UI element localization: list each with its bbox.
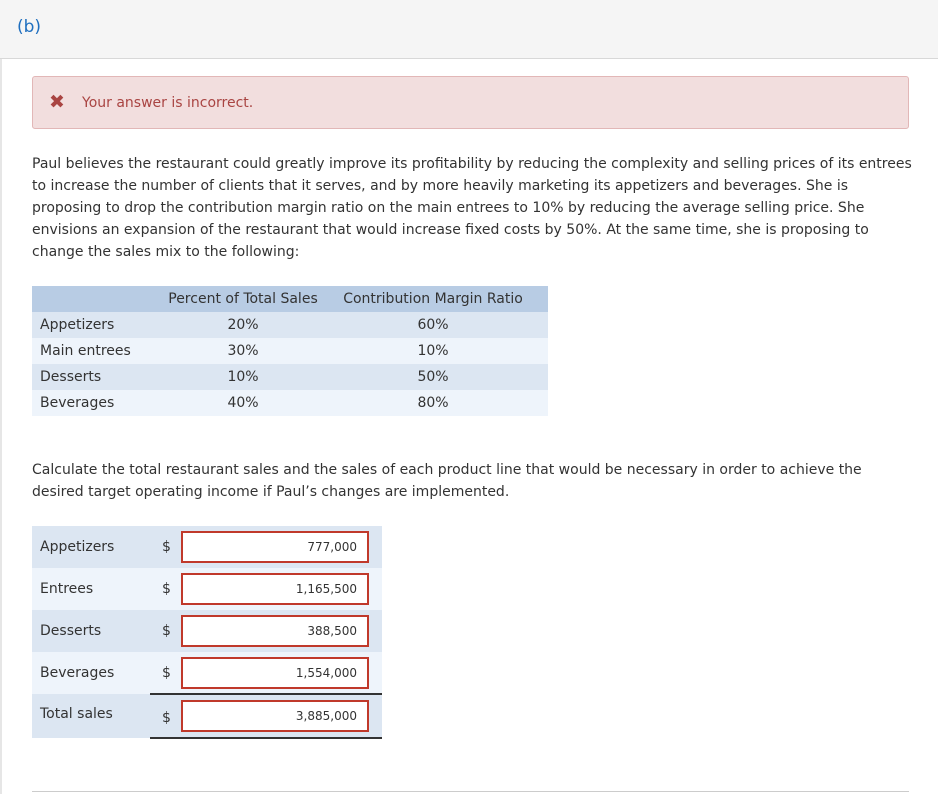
table-cell: 60% <box>318 312 548 338</box>
currency-symbol: $ <box>162 710 171 726</box>
table-header-row <box>32 286 548 312</box>
total-divider <box>150 693 382 695</box>
problem-intro: Paul believes the restaurant could greatly improve its profitability by reducing the complexity and selling prices of its entrees to increase the number of clients that it serves, and by more heavily marketing its appetizers and beverages. She is proposing to drop the contribution margin ratio on the main entrees to 10% by reducing the average selling price. She envisions an expansion of the restaurant that would increase fixed costs by 50%. At the same time, she is proposing to change the sales mix to the following: <box>32 156 912 260</box>
row-label: Entrees <box>40 581 94 597</box>
sales-row-total <box>32 694 382 738</box>
incorrect-alert <box>32 76 909 129</box>
part-label: (b) <box>17 17 42 37</box>
row-label: Desserts <box>40 623 102 639</box>
table-header: Contribution Margin Ratio <box>318 286 548 312</box>
table-cell: 40% <box>168 390 318 416</box>
entrees-sales-input[interactable] <box>181 573 369 605</box>
table-header: Percent of Total Sales <box>168 286 318 312</box>
table-row <box>32 390 548 416</box>
table-cell: 10% <box>318 338 548 364</box>
table-row <box>32 364 548 390</box>
table-cell: 50% <box>318 364 548 390</box>
row-label: Total sales <box>40 706 113 722</box>
currency-symbol: $ <box>162 665 171 681</box>
sales-row-desserts <box>32 610 382 652</box>
sales-row-entrees <box>32 568 382 610</box>
total-double-rule <box>150 737 382 739</box>
table-header <box>32 286 168 312</box>
sales-row-appetizers <box>32 526 382 568</box>
table-cell: 10% <box>168 364 318 390</box>
table-cell: 20% <box>168 312 318 338</box>
question-text: Calculate the total restaurant sales and the sales of each product line that would be necessary in order to achieve the desired target operating income if Paul’s changes are implemented. <box>32 462 862 500</box>
table-cell: Beverages <box>32 390 168 416</box>
appetizers-sales-input[interactable] <box>181 531 369 563</box>
table-cell: 80% <box>318 390 548 416</box>
currency-symbol: $ <box>162 623 171 639</box>
section-divider <box>32 791 909 792</box>
table-cell: Main entrees <box>32 338 168 364</box>
beverages-sales-input[interactable] <box>181 657 369 689</box>
left-border <box>0 59 2 794</box>
table-cell: Desserts <box>32 364 168 390</box>
alert-text: Your answer is incorrect. <box>82 95 254 111</box>
row-label: Beverages <box>40 665 115 681</box>
sales-answer-table <box>32 526 382 738</box>
table-cell: 30% <box>168 338 318 364</box>
sales-mix-table <box>32 286 548 416</box>
table-row <box>32 338 548 364</box>
table-row <box>32 312 548 338</box>
sales-row-beverages <box>32 652 382 694</box>
desserts-sales-input[interactable] <box>181 615 369 647</box>
table-cell: Appetizers <box>32 312 168 338</box>
total-sales-input[interactable] <box>181 700 369 732</box>
currency-symbol: $ <box>162 539 171 555</box>
row-label: Appetizers <box>40 539 115 555</box>
currency-symbol: $ <box>162 581 171 597</box>
close-icon: ✖ <box>49 91 65 113</box>
part-header <box>0 0 938 59</box>
